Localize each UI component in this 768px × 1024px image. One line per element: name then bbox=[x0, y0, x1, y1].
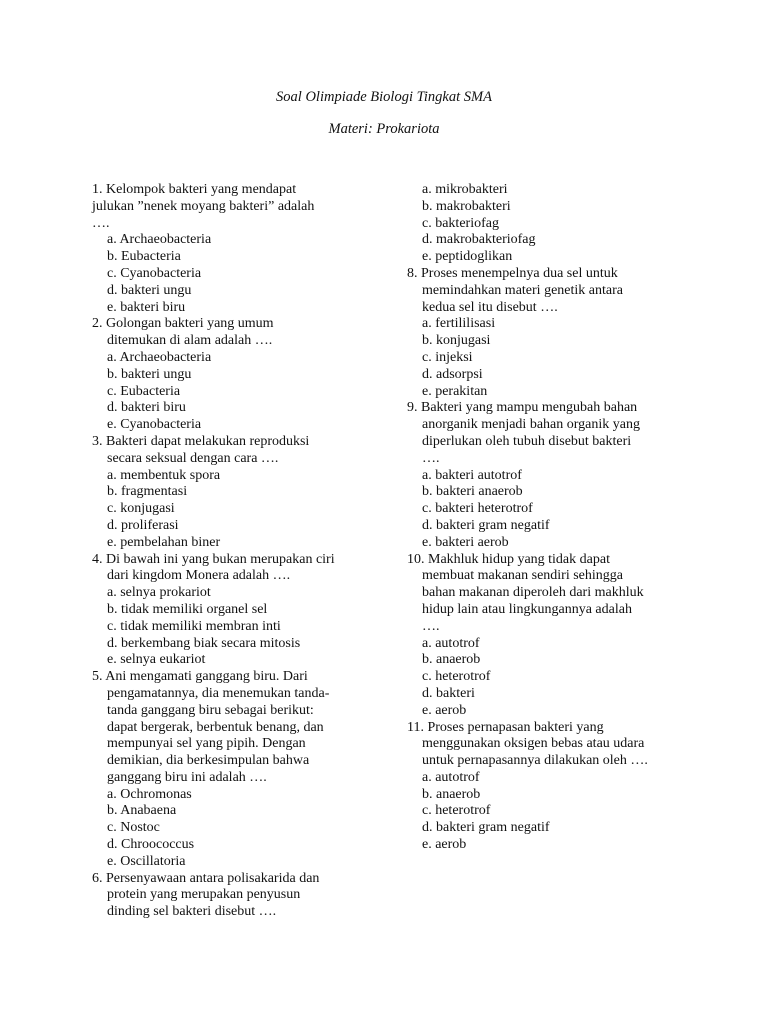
answer-option: a. fertililisasi bbox=[422, 316, 496, 332]
left-question-column bbox=[92, 182, 372, 921]
question-text-continued: menggunakan oksigen bebas atau udara bbox=[422, 736, 645, 752]
answer-option: b. Eubacteria bbox=[107, 249, 181, 265]
answer-option: c. injeksi bbox=[422, 349, 473, 365]
page-subtitle: Materi: Prokariota bbox=[328, 121, 440, 137]
answer-option: e. aerob bbox=[422, 837, 467, 853]
answer-option: c. tidak memiliki membran inti bbox=[107, 618, 281, 634]
question-text-continued: diperlukan oleh tubuh disebut bakteri bbox=[422, 433, 632, 449]
answer-option: a. Archaeobacteria bbox=[107, 349, 212, 365]
answer-option: d. bakteri gram negatif bbox=[422, 517, 550, 533]
answer-option: d. bakteri biru bbox=[107, 400, 186, 416]
answer-option: e. Oscillatoria bbox=[107, 853, 186, 869]
answer-option: c. heterotrof bbox=[422, 669, 491, 685]
answer-option: d. makrobakteriofag bbox=[422, 232, 536, 248]
question-text-continued: demikian, dia berkesimpulan bahwa bbox=[107, 753, 310, 769]
answer-option: c. konjugasi bbox=[107, 501, 175, 517]
right-question-column bbox=[407, 182, 687, 854]
question-text: 11. Proses pernapasan bakteri yang bbox=[407, 719, 604, 735]
answer-option: a. autotrof bbox=[422, 635, 480, 651]
answer-option: c. heterotrof bbox=[422, 803, 491, 819]
answer-option: a. membentuk spora bbox=[107, 467, 221, 483]
answer-option: b. fragmentasi bbox=[107, 484, 188, 500]
question-text: 1. Kelompok bakteri yang mendapat bbox=[92, 182, 297, 197]
question-text-continued: julukan ”nenek moyang bakteri” adalah bbox=[92, 198, 315, 214]
answer-option: a. Ochromonas bbox=[107, 786, 192, 802]
question-text: 9. Bakteri yang mampu mengubah bahan bbox=[407, 400, 638, 416]
answer-option: d. adsorpsi bbox=[422, 366, 483, 382]
question-item bbox=[92, 316, 372, 434]
answer-option: c. bakteri heterotrof bbox=[422, 501, 533, 517]
answer-option: e. bakteri aerob bbox=[422, 534, 509, 550]
answer-option: b. tidak memiliki organel sel bbox=[107, 601, 268, 617]
answer-option: b. konjugasi bbox=[422, 333, 491, 349]
question-text-continued: kedua sel itu disebut …. bbox=[422, 299, 558, 315]
answer-option: c. Nostoc bbox=[107, 820, 160, 836]
question-text-continued: secara seksual dengan cara …. bbox=[107, 450, 279, 466]
answer-option: d. bakteri bbox=[422, 685, 475, 701]
answer-option: a. selnya prokariot bbox=[107, 585, 211, 601]
question-text-continued: pengamatannya, dia menemukan tanda- bbox=[107, 685, 330, 701]
question-text-continued: dinding sel bakteri disebut …. bbox=[107, 904, 277, 920]
question-text-continued: ditemukan di alam adalah …. bbox=[107, 333, 273, 349]
answer-option: e. perakitan bbox=[422, 383, 488, 399]
question-text-continued: memindahkan materi genetik antara bbox=[422, 282, 623, 298]
question-text-continued: tanda ganggang biru sebagai berikut: bbox=[107, 702, 314, 718]
question-text: 6. Persenyawaan antara polisakarida dan bbox=[92, 870, 320, 886]
question-text: 4. Di bawah ini yang bukan merupakan ciri bbox=[92, 551, 335, 567]
question-text-continued: hidup lain atau lingkungannya adalah bbox=[422, 601, 632, 617]
question-item bbox=[407, 266, 687, 400]
answer-option: e. Cyanobacteria bbox=[107, 417, 202, 433]
answer-option: c. bakteriofag bbox=[422, 215, 499, 231]
question-text-continued: …. bbox=[422, 618, 440, 634]
question-text-continued: dapat bergerak, berbentuk benang, dan bbox=[107, 719, 324, 735]
answer-option: e. bakteri biru bbox=[107, 299, 186, 315]
question-text-continued: bahan makanan diperoleh dari makhluk bbox=[422, 585, 644, 601]
page-title: Soal Olimpiade Biologi Tingkat SMA bbox=[276, 89, 492, 105]
question-text-continued: anorganik menjadi bahan organik yang bbox=[422, 417, 640, 433]
answer-option: d. Chroococcus bbox=[107, 837, 195, 853]
answer-option: b. bakteri anaerob bbox=[422, 484, 523, 500]
question-item bbox=[92, 669, 372, 871]
question-item bbox=[92, 552, 372, 670]
question-text-continued: ganggang biru ini adalah …. bbox=[107, 769, 267, 785]
answer-option: d. bakteri ungu bbox=[107, 282, 192, 298]
question-text-continued: membuat makanan sendiri sehingga bbox=[422, 568, 623, 584]
answer-option: e. peptidoglikan bbox=[422, 249, 513, 265]
question-text: 3. Bakteri dapat melakukan reproduksi bbox=[92, 433, 310, 449]
question-text-continued: dari kingdom Monera adalah …. bbox=[107, 568, 291, 584]
question-text-continued: …. bbox=[92, 215, 110, 231]
answer-option: a. bakteri autotrof bbox=[422, 467, 522, 483]
question-text: 2. Golongan bakteri yang umum bbox=[92, 316, 274, 332]
question-text-continued: …. bbox=[422, 450, 440, 466]
question-item bbox=[407, 400, 687, 551]
question-item bbox=[407, 552, 687, 720]
answer-option: e. selnya eukariot bbox=[107, 652, 206, 668]
question-text-continued: protein yang merupakan penyusun bbox=[107, 887, 301, 903]
answer-option: a. Archaeobacteria bbox=[107, 232, 212, 248]
question-text: 10. Makhluk hidup yang tidak dapat bbox=[407, 551, 610, 567]
answer-option: b. makrobakteri bbox=[422, 198, 511, 214]
question-item bbox=[92, 182, 372, 316]
answer-option: b. bakteri ungu bbox=[107, 366, 192, 382]
question-item bbox=[407, 182, 687, 266]
answer-option: b. anaerob bbox=[422, 652, 481, 668]
answer-option: a. autotrof bbox=[422, 769, 480, 785]
question-text: 5. Ani mengamati ganggang biru. Dari bbox=[92, 669, 308, 685]
question-item bbox=[407, 720, 687, 854]
answer-option: c. Cyanobacteria bbox=[107, 265, 202, 281]
answer-option: e. pembelahan biner bbox=[107, 534, 221, 550]
answer-option: e. aerob bbox=[422, 702, 467, 718]
question-item bbox=[92, 871, 372, 921]
answer-option: d. proliferasi bbox=[107, 517, 179, 533]
answer-option: d. berkembang biak secara mitosis bbox=[107, 635, 301, 651]
answer-option: b. anaerob bbox=[422, 786, 481, 802]
answer-option: b. Anabaena bbox=[107, 803, 177, 819]
answer-option: a. mikrobakteri bbox=[422, 182, 508, 197]
answer-option: c. Eubacteria bbox=[107, 383, 181, 399]
question-text: 8. Proses menempelnya dua sel untuk bbox=[407, 265, 618, 281]
answer-option: d. bakteri gram negatif bbox=[422, 820, 550, 836]
question-text-continued: mempunyai sel yang pipih. Dengan bbox=[107, 736, 306, 752]
question-text-continued: untuk pernapasannya dilakukan oleh …. bbox=[422, 753, 648, 769]
question-item bbox=[92, 434, 372, 552]
